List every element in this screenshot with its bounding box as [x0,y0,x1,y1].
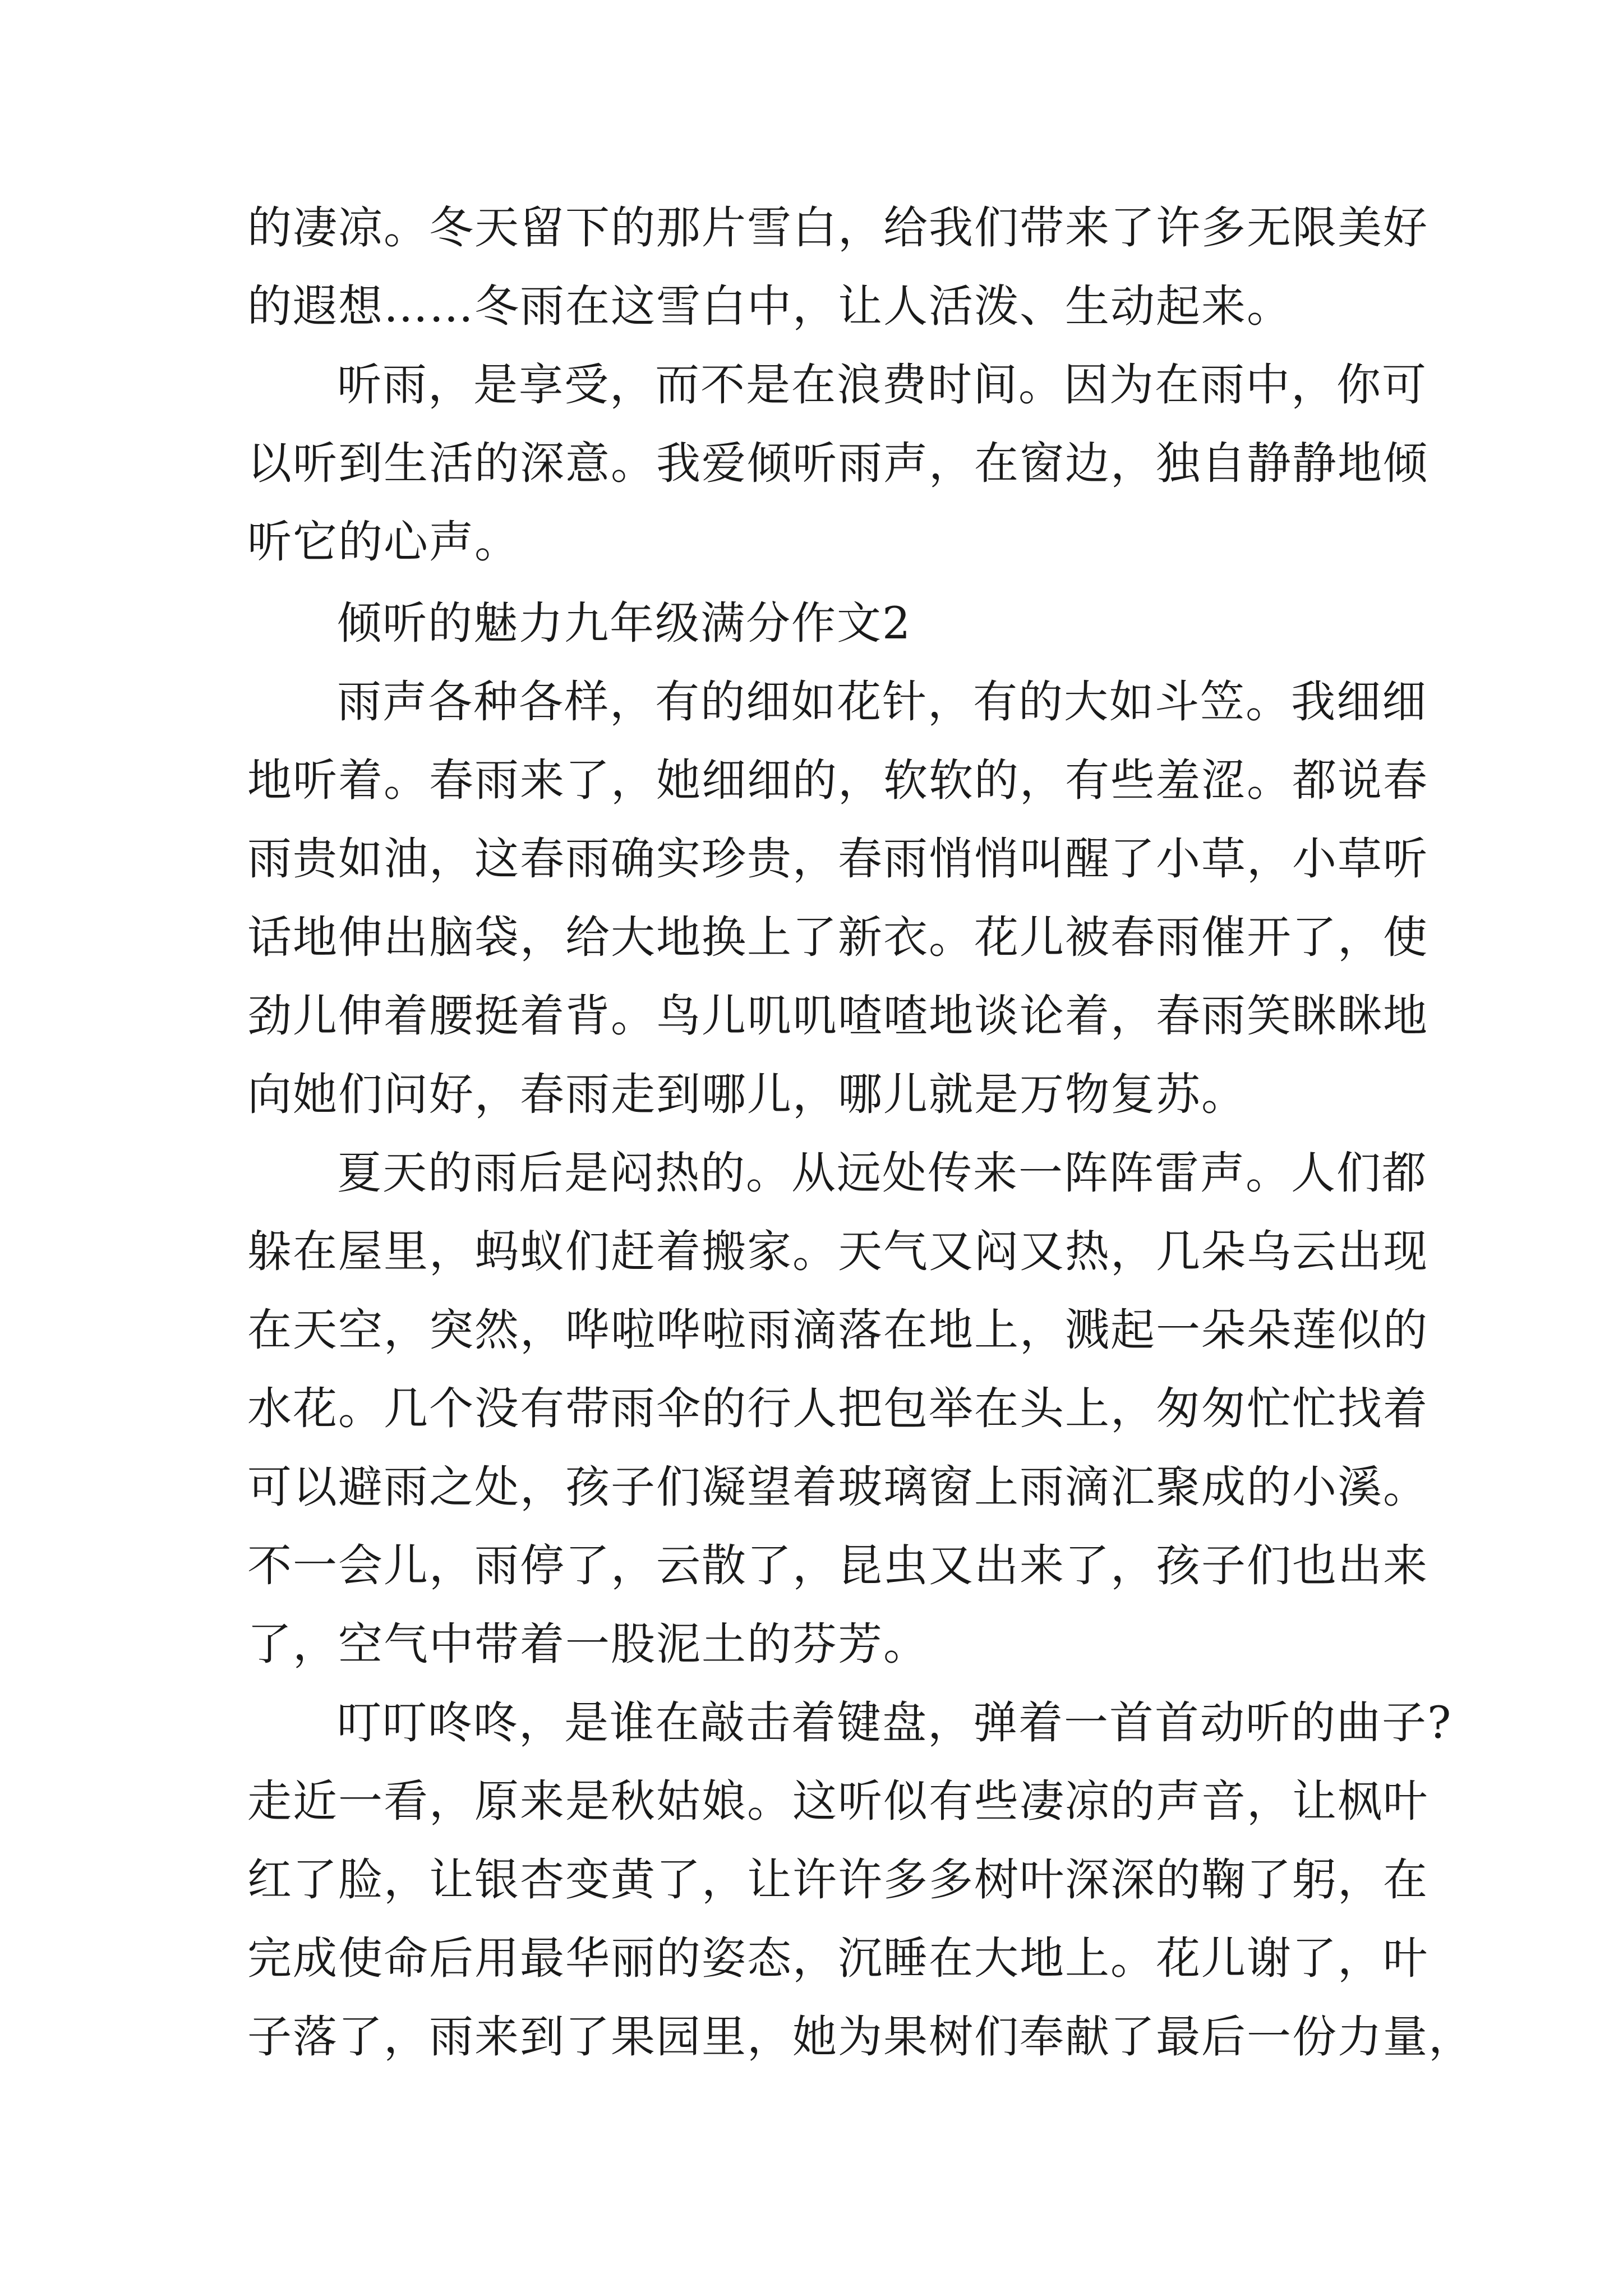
text-line: 夏天的雨后是闷热的。从远处传来一阵阵雷声。人们都 [337,1147,1427,1199]
text-line: 不一会儿，雨停了，云散了，昆虫又出来了，孩子们也出来 [247,1540,1428,1591]
text-line: 地听着。春雨来了，她细细的，软软的，有些羞涩。都说春 [247,754,1428,806]
text-line: 雨声各种各样，有的细如花针，有的大如斗笠。我细细 [337,676,1427,728]
text-line: 了，空气中带着一股泥土的芬芳。 [247,1618,929,1670]
text-line: 子落了，雨来到了果园里，她为果树们奉献了最后一份力量， [247,2011,1474,2063]
text-line: 劲儿伸着腰挺着背。鸟儿叽叽喳喳地谈论着，春雨笑眯眯地 [247,990,1428,1042]
text-line: 水花。几个没有带雨伞的行人把包举在头上，匆匆忙忙找着 [247,1383,1428,1434]
text-line: 听它的心声。 [247,516,520,568]
text-line: 走近一看，原来是秋姑娘。这听似有些凄凉的声音，让枫叶 [247,1775,1428,1827]
text-line: 向她们问好，春雨走到哪儿，哪儿就是万物复苏。 [247,1069,1247,1120]
text-line: 雨贵如油，这春雨确实珍贵，春雨悄悄叫醒了小草，小草听 [247,833,1428,885]
text-line: 完成使命后用最华丽的姿态，沉睡在大地上。花儿谢了，叶 [247,1932,1428,1984]
section-title: 倾听的魅力九年级满分作文2 [337,597,912,649]
text-line: 的遐想……冬雨在这雪白中，让人活泼、生动起来。 [247,280,1292,332]
text-line: 的凄凉。冬天留下的那片雪白，给我们带来了许多无限美好 [247,202,1428,254]
text-line: 话地伸出脑袋，给大地换上了新衣。花儿被春雨催开了，使 [247,912,1428,963]
text-line: 以听到生活的深意。我爱倾听雨声，在窗边，独自静静地倾 [247,438,1428,489]
text-line: 在天空，突然，哗啦哗啦雨滴落在地上，溅起一朵朵莲似的 [247,1304,1428,1356]
text-line: 听雨，是享受，而不是在浪费时间。因为在雨中，你可 [337,359,1427,411]
text-line: 躲在屋里，蚂蚁们赶着搬家。天气又闷又热，几朵乌云出现 [247,1226,1428,1277]
text-line: 可以避雨之处，孩子们凝望着玻璃窗上雨滴汇聚成的小溪。 [247,1461,1428,1513]
text-line: 红了脸，让银杏变黄了，让许许多多树叶深深的鞠了躬，在 [247,1854,1428,1906]
text-line: 叮叮咚咚，是谁在敲击着键盘，弹着一首首动听的曲子? [337,1697,1453,1749]
